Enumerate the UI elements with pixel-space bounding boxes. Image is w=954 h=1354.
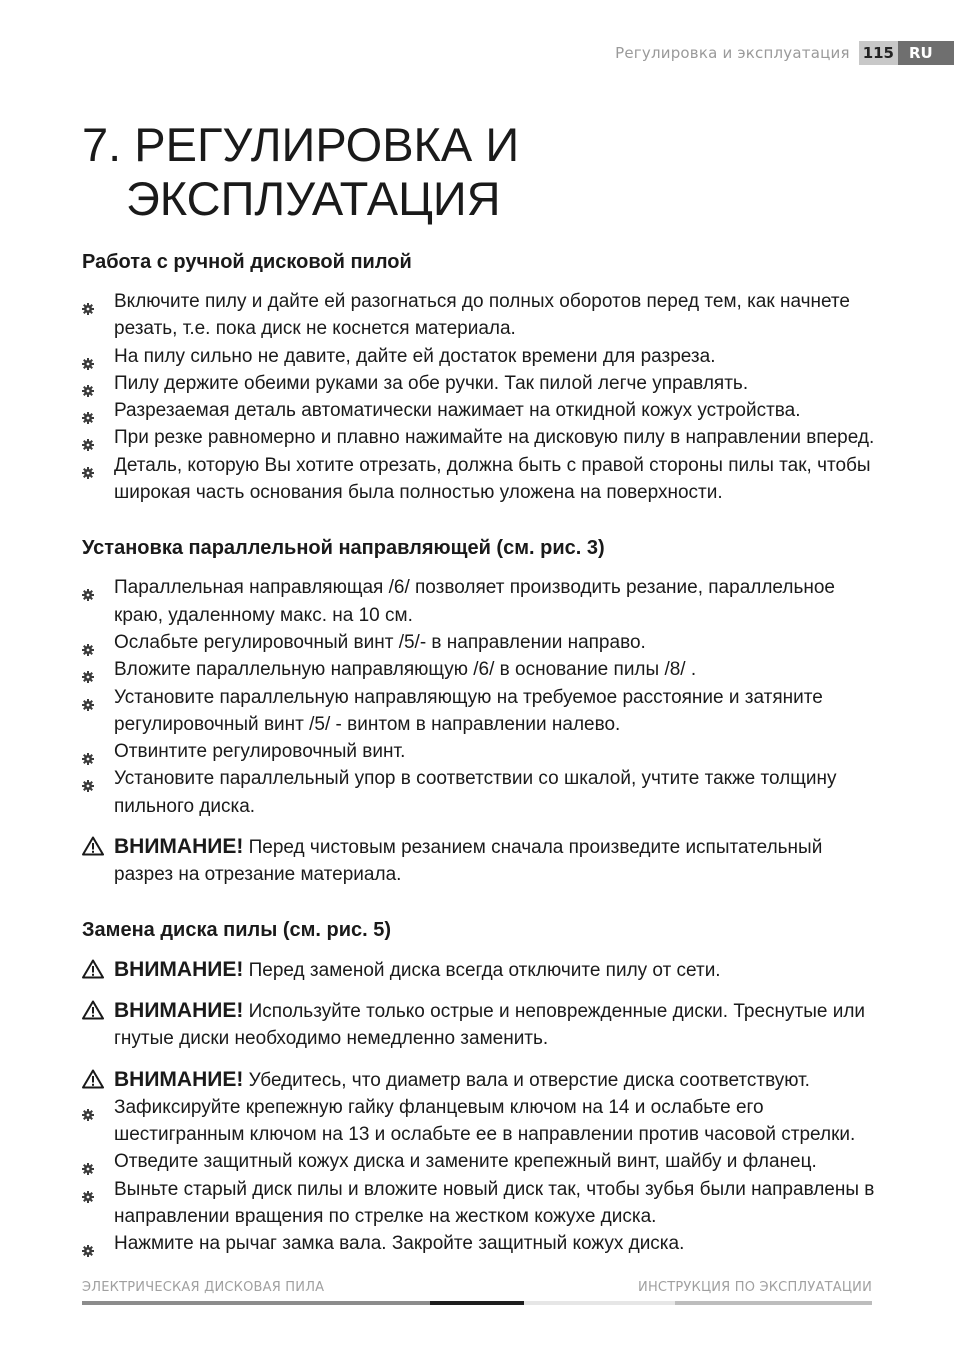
header-section-title: Регулировка и эксплуатация	[615, 44, 850, 62]
list-item: Зафиксируйте крепежную гайку фланцевым ключом на 14 и ослабьте его шестигранным ключом на 13 и ослабьте ее в направлении против часовой стрелки.	[82, 1094, 882, 1149]
list-item: Параллельная направляющая /6/ позволяет производить резание, параллельное краю, удаленному макс. на 10 см.	[82, 574, 882, 629]
gear-bullet-icon	[82, 692, 94, 704]
gear-bullet-icon	[82, 378, 94, 390]
section-heading: Установка параллельной направляющей (см. рис. 3)	[82, 537, 605, 560]
gear-bullet-icon	[82, 773, 94, 785]
gear-bullet-icon	[82, 664, 94, 676]
warning-text: Используйте только острые и неповрежденные диски. Треснутые или гнутые диски необходимо немедленно заменить.	[114, 1000, 866, 1050]
bullet-list	[82, 1094, 882, 1258]
gear-bullet-icon	[82, 432, 94, 444]
gear-bullet-icon	[82, 405, 94, 417]
list-item: Ослабьте регулировочный винт /5/- в направлении направо.	[82, 629, 882, 656]
list-item: Деталь, которую Вы хотите отрезать, должна быть с правой стороны пилы так, чтобы широкая часть основания была полностью уложена на поверхности.	[82, 452, 882, 507]
footer-divider-right	[675, 1301, 872, 1305]
list-item: Установите параллельный упор в соответствии со шкалой, учтите также толщину пильного диска.	[82, 765, 882, 820]
chapter-title-line1: 7. РЕГУЛИРОВКА И	[82, 118, 520, 171]
gear-bullet-icon	[82, 1156, 94, 1168]
gear-bullet-icon	[82, 746, 94, 758]
chapter-title	[82, 118, 519, 226]
list-item: При резке равномерно и плавно нажимайте на дисковую пилу в направлении вперед.	[82, 424, 882, 451]
gear-bullet-icon	[82, 351, 94, 363]
warning-label: ВНИМАНИЕ!	[114, 835, 244, 859]
footer-manual-title: ИНСТРУКЦИЯ ПО ЭКСПЛУАТАЦИИ	[638, 1280, 872, 1295]
main-content	[82, 248, 882, 1258]
warning-text: Убедитесь, что диаметр вала и отверстие диска соответствуют.	[243, 1069, 810, 1091]
warning-text: Перед заменой диска всегда отключите пилу от сети.	[243, 959, 721, 981]
list-item: На пилу сильно не давите, дайте ей достаток времени для разреза.	[82, 343, 882, 370]
warning-note	[82, 833, 882, 889]
warning-note	[82, 997, 882, 1053]
footer-divider-left	[82, 1301, 430, 1305]
gear-bullet-icon	[82, 1184, 94, 1196]
chapter-title-line2: ЭКСПЛУАТАЦИЯ	[126, 172, 501, 225]
warning-note	[82, 956, 882, 984]
bullet-list	[82, 574, 882, 820]
warning-label: ВНИМАНИЕ!	[114, 957, 244, 981]
gear-bullet-icon	[82, 1102, 94, 1114]
warning-triangle-icon	[82, 1069, 104, 1089]
list-item: Нажмите на рычаг замка вала. Закройте защитный кожух диска.	[82, 1230, 882, 1257]
footer-divider-center	[430, 1301, 524, 1305]
footer-divider-right-light	[524, 1301, 675, 1305]
warning-text: Перед чистовым резанием сначала произведите испытательный разрез на отрезание материала.	[114, 837, 823, 886]
section-heading: Замена диска пилы (см. рис. 5)	[82, 918, 392, 941]
language-badge: RU	[898, 41, 954, 65]
warning-triangle-icon	[82, 959, 104, 979]
warning-triangle-icon	[82, 1000, 104, 1020]
gear-bullet-icon	[82, 582, 94, 594]
gear-bullet-icon	[82, 637, 94, 649]
warning-triangle-icon	[82, 836, 104, 856]
list-item: Включите пилу и дайте ей разогнаться до полных оборотов перед тем, как начнете резать, т.е. пока диск не коснется материала.	[82, 288, 882, 343]
gear-bullet-icon	[82, 296, 94, 308]
list-item: Отведите защитный кожух диска и замените крепежный винт, шайбу и фланец.	[82, 1148, 882, 1175]
bullet-list	[82, 288, 882, 506]
warning-note	[82, 1066, 882, 1094]
gear-bullet-icon	[82, 460, 94, 472]
list-item: Вложите параллельную направляющую /6/ в основание пилы /8/ .	[82, 656, 882, 683]
gear-bullet-icon	[82, 1238, 94, 1250]
list-item: Отвинтите регулировочный винт.	[82, 738, 882, 765]
footer-product-title: ЭЛЕКТРИЧЕСКАЯ ДИСКОВАЯ ПИЛА	[82, 1280, 325, 1295]
section-heading: Работа с ручной дисковой пилой	[82, 251, 412, 273]
list-item: Пилу держите обеими руками за обе ручки. Так пилой легче управлять.	[82, 370, 882, 397]
list-item: Установите параллельную направляющую на требуемое расстояние и затяните регулировочный винт /5/ - винтом в направлении налево.	[82, 684, 882, 739]
page-number: 115	[859, 41, 898, 65]
page-header	[615, 41, 954, 65]
warning-label: ВНИМАНИЕ!	[114, 1067, 244, 1091]
warning-label: ВНИМАНИЕ!	[114, 998, 244, 1022]
list-item: Разрезаемая деталь автоматически нажимает на откидной кожух устройства.	[82, 397, 882, 424]
list-item: Выньте старый диск пилы и вложите новый диск так, чтобы зубья были направлены в направлении вращения по стрелке на жестком кожухе диска.	[82, 1176, 882, 1231]
